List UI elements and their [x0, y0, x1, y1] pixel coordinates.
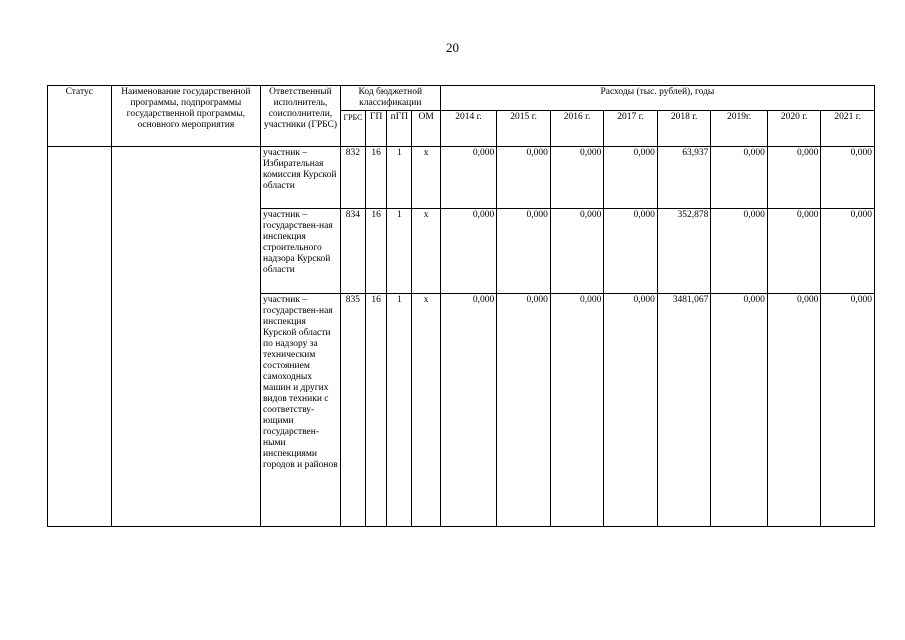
value-2021: 0,000 — [821, 294, 875, 527]
value-2019: 0,000 — [711, 294, 768, 527]
grbs-cell: 832 — [340, 147, 365, 209]
name-cell — [111, 147, 260, 527]
value-2019: 0,000 — [711, 147, 768, 209]
pgp-cell: 1 — [387, 209, 412, 294]
value-2016: 0,000 — [550, 209, 604, 294]
value-2020: 0,000 — [767, 294, 821, 527]
value-2021: 0,000 — [821, 209, 875, 294]
om-cell: x — [412, 147, 440, 209]
value-2020: 0,000 — [767, 209, 821, 294]
gp-cell: 16 — [366, 147, 387, 209]
header-expenses: Расходы (тыс. рублей), годы — [440, 86, 874, 111]
header-year-2021: 2021 г. — [821, 111, 875, 147]
header-budget-code: Код бюджетной классификации — [340, 86, 440, 111]
header-code-om: ОМ — [412, 111, 440, 147]
value-2014: 0,000 — [440, 294, 497, 527]
value-2019: 0,000 — [711, 209, 768, 294]
header-code-gp: ГП — [366, 111, 387, 147]
page-number: 20 — [446, 40, 459, 55]
header-status: Статус — [48, 86, 112, 147]
gp-cell: 16 — [366, 294, 387, 527]
value-2015: 0,000 — [497, 209, 551, 294]
executor-cell: участник – государствен-ная инспекция Курской области по надзору за техническим состоянием самоходных машин и других видов техники с соответству-ющими государствен-ными инспекциями городов и районов — [261, 294, 341, 527]
status-cell — [48, 147, 112, 527]
grbs-cell: 835 — [340, 294, 365, 527]
om-cell: x — [412, 209, 440, 294]
value-2021: 0,000 — [821, 147, 875, 209]
value-2014: 0,000 — [440, 209, 497, 294]
value-2014: 0,000 — [440, 147, 497, 209]
table-row — [48, 147, 875, 209]
pgp-cell: 1 — [387, 294, 412, 527]
header-code-grbs: ГРБС — [340, 111, 365, 147]
header-code-pgp: пГП — [387, 111, 412, 147]
executor-cell: участник – государствен-ная инспекция строительного надзора Курской области — [261, 209, 341, 294]
value-2015: 0,000 — [497, 294, 551, 527]
header-year-2018: 2018 г. — [657, 111, 711, 147]
budget-table — [47, 85, 875, 527]
header-year-2015: 2015 г. — [497, 111, 551, 147]
value-2017: 0,000 — [604, 209, 658, 294]
value-2017: 0,000 — [604, 147, 658, 209]
header-year-2017: 2017 г. — [604, 111, 658, 147]
value-2016: 0,000 — [550, 294, 604, 527]
value-2016: 0,000 — [550, 147, 604, 209]
value-2015: 0,000 — [497, 147, 551, 209]
value-2018: 3481,067 — [657, 294, 711, 527]
header-year-2014: 2014 г. — [440, 111, 497, 147]
header-executor: Ответственный исполнитель, соисполнители, участники (ГРБС) — [261, 86, 341, 147]
value-2020: 0,000 — [767, 147, 821, 209]
header-year-2020: 2020 г. — [767, 111, 821, 147]
om-cell: x — [412, 294, 440, 527]
value-2018: 352,878 — [657, 209, 711, 294]
pgp-cell: 1 — [387, 147, 412, 209]
header-name: Наименование государственной программы, подпрограммы государственной программы, основного мероприятия — [111, 86, 260, 147]
gp-cell: 16 — [366, 209, 387, 294]
value-2018: 63,937 — [657, 147, 711, 209]
grbs-cell: 834 — [340, 209, 365, 294]
executor-cell: участник – Избирательная комиссия Курской области — [261, 147, 341, 209]
header-year-2016: 2016 г. — [550, 111, 604, 147]
header-year-2019: 2019г. — [711, 111, 768, 147]
value-2017: 0,000 — [604, 294, 658, 527]
